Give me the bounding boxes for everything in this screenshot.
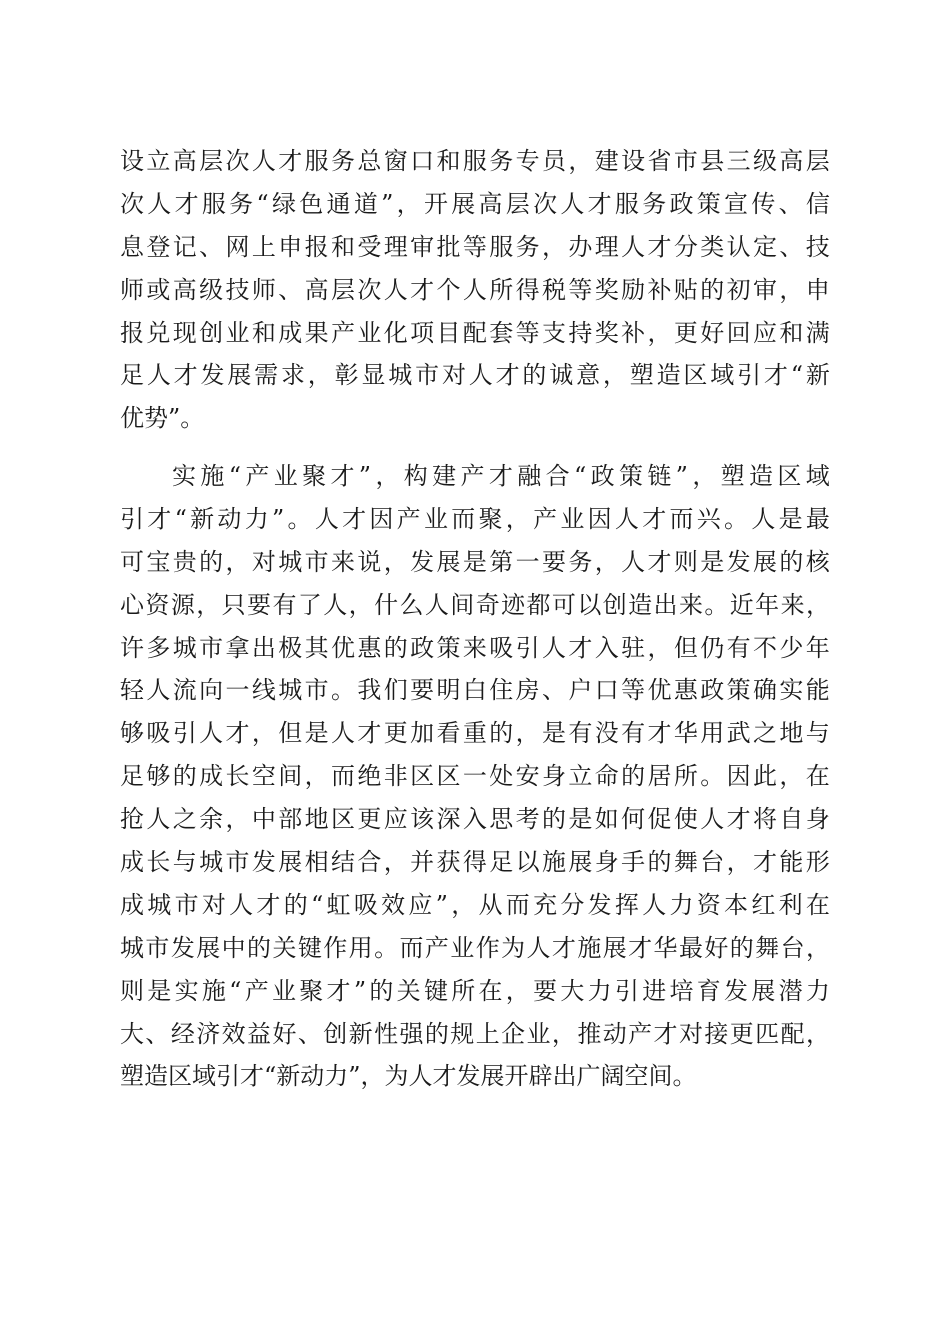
paragraph-line: 心 资 源 ， 只 要 有 了 人 ， 什 么 人 间 奇 迹 都 可 以 创 造 出 来 。 近 年 来 ， bbox=[120, 590, 830, 619]
paragraph-line: 抢 人 之 余 ， 中 部 地 区 更 应 该 深 入 思 考 的 是 如 何 促 使 人 才 将 自 身 bbox=[120, 805, 830, 834]
paragraph-line: 够 吸 引 人 才 ， 但 是 人 才 更 加 看 重 的 ， 是 有 没 有 才 华 用 武 之 地 与 bbox=[120, 719, 830, 748]
paragraph-line: 息 登 记 、 网 上 申 报 和 受 理 审 批 等 服 务 ， 办 理 人 才 分 类 认 定 、 技 bbox=[120, 232, 830, 261]
paragraph-line: 足 人 才 发 展 需 求 ， 彰 显 城 市 对 人 才 的 诚 意 ， 塑 造 区 域 引 才 “ 新 bbox=[120, 361, 830, 390]
paragraph-line: 报 兑 现 创 业 和 成 果 产 业 化 项 目 配 套 等 支 持 奖 补 ， 更 好 回 应 和 满 bbox=[120, 318, 830, 347]
paragraph-line: 则 是 实 施 “ 产 业 聚 才 ” 的 关 键 所 在 ， 要 大 力 引 进 培 育 发 展 潜 力 bbox=[120, 976, 830, 1005]
paragraph-line: 足 够 的 成 长 空 间 ， 而 绝 非 区 区 一 处 安 身 立 命 的 居 所 。 因 此 ， 在 bbox=[120, 762, 830, 791]
paragraph-line: 成 城 市 对 人 才 的 “ 虹 吸 效 应 ” ， 从 而 充 分 发 挥 人 力 资 本 红 利 在 bbox=[120, 890, 830, 919]
paragraph-line: 设 立 高 层 次 人 才 服 务 总 窗 口 和 服 务 专 员 ， 建 设 省 市 县 三 级 高 层 bbox=[120, 147, 830, 175]
paragraph-line: 城 市 发 展 中 的 关 键 作 用 。 而 产 业 作 为 人 才 施 展 才 华 最 好 的 舞 台 ， bbox=[120, 933, 830, 962]
paragraph-line: 次 人 才 服 务 “ 绿 色 通 道 ” ， 开 展 高 层 次 人 才 服 务 政 策 宣 传 、 信 bbox=[120, 189, 830, 218]
paragraph-line: 成 长 与 城 市 发 展 相 结 合 ， 并 获 得 足 以 施 展 身 手 的 舞 台 ， 才 能 形 bbox=[120, 848, 830, 877]
paragraph-line: 大 、 经 济 效 益 好 、 创 新 性 强 的 规 上 企 业 ， 推 动 产 才 对 接 更 匹 配 ， bbox=[120, 1019, 830, 1048]
paragraph-1 bbox=[120, 140, 830, 440]
paragraph-line: 师 或 高 级 技 师 、 高 层 次 人 才 个 人 所 得 税 等 奖 励 补 贴 的 初 审 ， 申 bbox=[120, 275, 830, 304]
paragraph-line: 可 宝 贵 的 ， 对 城 市 来 说 ， 发 展 是 第 一 要 务 ， 人 才 则 是 发 展 的 核 bbox=[120, 547, 830, 576]
paragraph-line: 优势”。 bbox=[120, 404, 205, 433]
paragraph-2 bbox=[120, 455, 830, 1098]
paragraph-line: 许 多 城 市 拿 出 极 其 优 惠 的 政 策 来 吸 引 人 才 入 驻 ， 但 仍 有 不 少 年 bbox=[120, 633, 830, 662]
paragraph-line: 塑造区域引才“新动力”，为人才发展开辟出广阔空间。 bbox=[120, 1062, 697, 1091]
paragraph-line: 轻 人 流 向 一 线 城 市 。 我 们 要 明 白 住 房 、 户 口 等 优 惠 政 策 确 实 能 bbox=[120, 676, 830, 705]
paragraph-line: 实 施 “ 产 业 聚 才 ” ， 构 建 产 才 融 合 “ 政 策 链 ” ， 塑 造 区 域 bbox=[172, 462, 830, 490]
paragraph-line: 引 才 “ 新 动 力 ” 。 人 才 因 产 业 而 聚 ， 产 业 因 人 才 而 兴 。 人 是 最 bbox=[120, 504, 830, 533]
